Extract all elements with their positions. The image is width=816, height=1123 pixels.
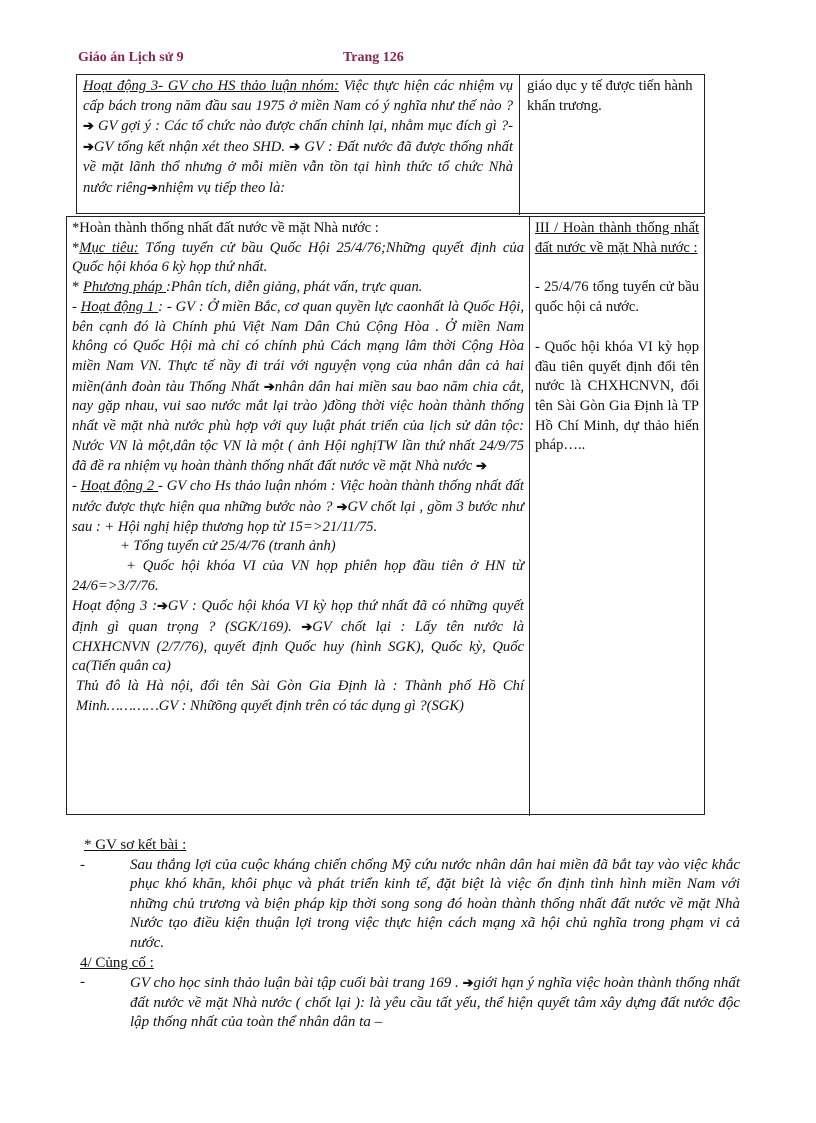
- right-point-1: - 25/4/76 tổng tuyển cử bầu quốc hội cả nước.: [535, 279, 699, 316]
- step-2: + Tổng tuyển cử 25/4/76 (tranh ảnh): [120, 538, 336, 555]
- activity-3-label: Hoạt động 3- GV cho HS thảo luận nhóm:: [83, 78, 339, 94]
- arrow-icon: ➔: [83, 139, 94, 155]
- arrow-icon: ➔: [462, 975, 474, 991]
- activity-2-text: - GV cho Hs thảo luận nhóm : Việc hoàn thành thống nhất đất nước được thực hiện qua những bước nào ?: [72, 478, 524, 515]
- question-text: Việc thực hiện các nhiệm vụ cấp bách trong năm đầu sau 1975 ở miền Nam có ý nghĩa như thế nào ?: [83, 78, 513, 114]
- main-left-cell: [72, 219, 524, 717]
- main-right-cell: [535, 219, 699, 456]
- arrow-icon: ➔: [289, 139, 301, 155]
- summary-section: [80, 836, 740, 1033]
- teacher-text: GV : Đất nước đã được thống nhất về mặt lãnh thổ nhưng ở mỗi miền vẫn tồn tại hình thức tổ chức Nhà nước riêng: [83, 139, 513, 196]
- activity-3-label: Hoạt động 3 :: [72, 598, 157, 615]
- page-number: Trang 126: [343, 50, 404, 65]
- consolidation-text: [130, 973, 740, 1033]
- section-iii-title: III / Hoàn thành thống nhất đất nước về mặt Nhà nước :: [535, 220, 699, 256]
- consolidation-text-a: GV cho học sinh thảo luận bài tập cuối bài trang 169 .: [130, 975, 463, 992]
- bullet-dash: -: [80, 974, 85, 991]
- method-label: Phương pháp: [82, 279, 166, 296]
- top-left-cell: [83, 77, 513, 198]
- arrow-icon: ➔: [156, 598, 168, 614]
- consolidation-text-b: giới hạn ý nghĩa việc hoàn thành thống nhất đất nước về mặt Nhà nước ( chốt lại ): là yêu cầu tất yếu, thể hiện quyết tâm xây dựng đất nước độc lập thống nhất của toàn thể nhân dân ta –: [130, 975, 740, 1031]
- next-task-text: nhiệm vụ tiếp theo là:: [157, 179, 286, 196]
- objective-label: Mục tiêu:: [79, 239, 139, 256]
- activity-1-text-cont: nhân dân hai miền sau bao năm chia cắt, nay gặp nhau, vui sao nước mắt lại trào )đồng thời việc hoàn thành thống nhất về mặt nhà nước phù hợp với quy luật phát triển của lịch sử dân tộc: Nước VN là một,dân tộc VN là một ( ảnh Hội nghịTW lần thứ nhất 24/9/75 đã đề ra nhiệm vụ hoàn thành thống nhất đất nước về mặt Nhà nước: [72, 378, 524, 475]
- bullet-dash: -: [72, 478, 81, 495]
- activity-2-label: Hoạt động 2: [80, 478, 159, 495]
- hint-text: GV gợi ý : Các tổ chức nào được chấn chỉnh lại, nhằm mục đích gì ?-: [93, 118, 513, 135]
- arrow-icon: ➔: [336, 498, 348, 514]
- method-text: :Phân tích, diễn giảng, phát vấn, trực quan.: [166, 279, 423, 296]
- top-right-cell: giáo dục y tế được tiến hành khẩn trương.: [527, 78, 693, 114]
- arrow-icon: ➔: [476, 458, 487, 474]
- arrow-icon: ➔: [146, 179, 158, 195]
- arrow-icon: ➔: [83, 118, 94, 134]
- column-divider: [519, 75, 520, 215]
- activity-2-text-cont: GV chốt lại , gồm 3 bước như sau : + Hội nghị hiệp thương họp từ 15=>21/11/75.: [72, 498, 525, 535]
- summary-item: [80, 856, 740, 954]
- doc-header-title: Giáo án Lịch sử 9: [78, 50, 184, 65]
- bullet-dash: -: [72, 298, 81, 315]
- activity-3-text: GV : Quốc hội khóa VI kỳ họp thứ nhất đã có những quyết định gì quan trọng ? (SGK/169).: [72, 598, 524, 636]
- bullet-star: *: [72, 239, 80, 256]
- activity-3-capital: Thủ đô là Hà nội, đổi tên Sài Gòn Gia Định là : Thành phố Hồ Chí Minh…………GV : Nhữõng quyết định trên có tác dụng gì ?(SGK): [76, 678, 524, 714]
- table-main: [66, 216, 705, 815]
- summary-text: Sau thắng lợi của cuộc kháng chiến chống Mỹ cứu nước nhân dân hai miền đã bắt tay vào việc khắc phục khó khăn, khôi phục và phát triển kinh tế, đặt biệt là việc ổn định tình hình miền Nam với những chủ trương và biện pháp kịp thời song song đó hoàn thành thống nhất đất nước về mặt Nhà Nước tạo điều kiện thuận lợi trong việc thực hiện cách mạng xã hội chủ nghĩa trong phạm vi cả nước.: [130, 856, 740, 951]
- table-top: [76, 74, 705, 214]
- activity-1-text: : - GV : Ở miền Bắc, cơ quan quyền lực caonhất là Quốc Hội, bên cạnh đó là Chính phủ Việt Nam Dân Chủ Cộng Hòa . Ở miền Nam không có Quốc Hội mà chỉ có chính phủ Cách mạng lâm thời Cộng Hòa miền Nam VN. Thực tế nầy đi trái với nguyện vọng của nhân dân cả hai miền(ảnh đoàn tàu Thống Nhất: [72, 298, 524, 395]
- section-title: *Hoàn thành thống nhất đất nước về mặt Nhà nước :: [72, 220, 379, 236]
- activity-3-conclusion: GV chốt lại : Lấy tên nước là CHXHCNVN (2/7/76), quyết định Quốc huy (hình SGK), Quốc kỳ, Quốc ca(Tiến quân ca): [72, 619, 524, 675]
- bullet-dash: -: [80, 856, 85, 873]
- activity-1-label: Hoạt động 1: [80, 298, 159, 315]
- right-point-2: - Quốc hội khóa VI kỳ họp đầu tiên quyết định đổi tên nước là CHXHCNVN, đổi tên Sài Gòn Gia Định là TP Hồ Chí Minh, dự thảo hiến pháp…..: [535, 338, 699, 454]
- step-3: + Quốc hội khóa VI của VN họp phiên họp đầu tiên ở HN từ 24/6=>3/7/76.: [72, 557, 524, 594]
- summary-label: * GV sơ kết bài :: [84, 837, 187, 853]
- consolidation-label: 4/ Củng cố :: [80, 954, 154, 971]
- consolidation-item: [80, 973, 740, 1033]
- bullet-star: *: [72, 279, 83, 296]
- arrow-icon: ➔: [263, 378, 275, 394]
- summary-text: GV tổng kết nhận xét theo SHD.: [93, 139, 290, 156]
- objective-text: Tổng tuyển cử bầu Quốc Hội 25/4/76;Những quyết định của Quốc hội khóa 6 kỳ họp thứ nhất.: [72, 239, 524, 276]
- arrow-icon: ➔: [301, 619, 313, 635]
- column-divider: [529, 217, 530, 816]
